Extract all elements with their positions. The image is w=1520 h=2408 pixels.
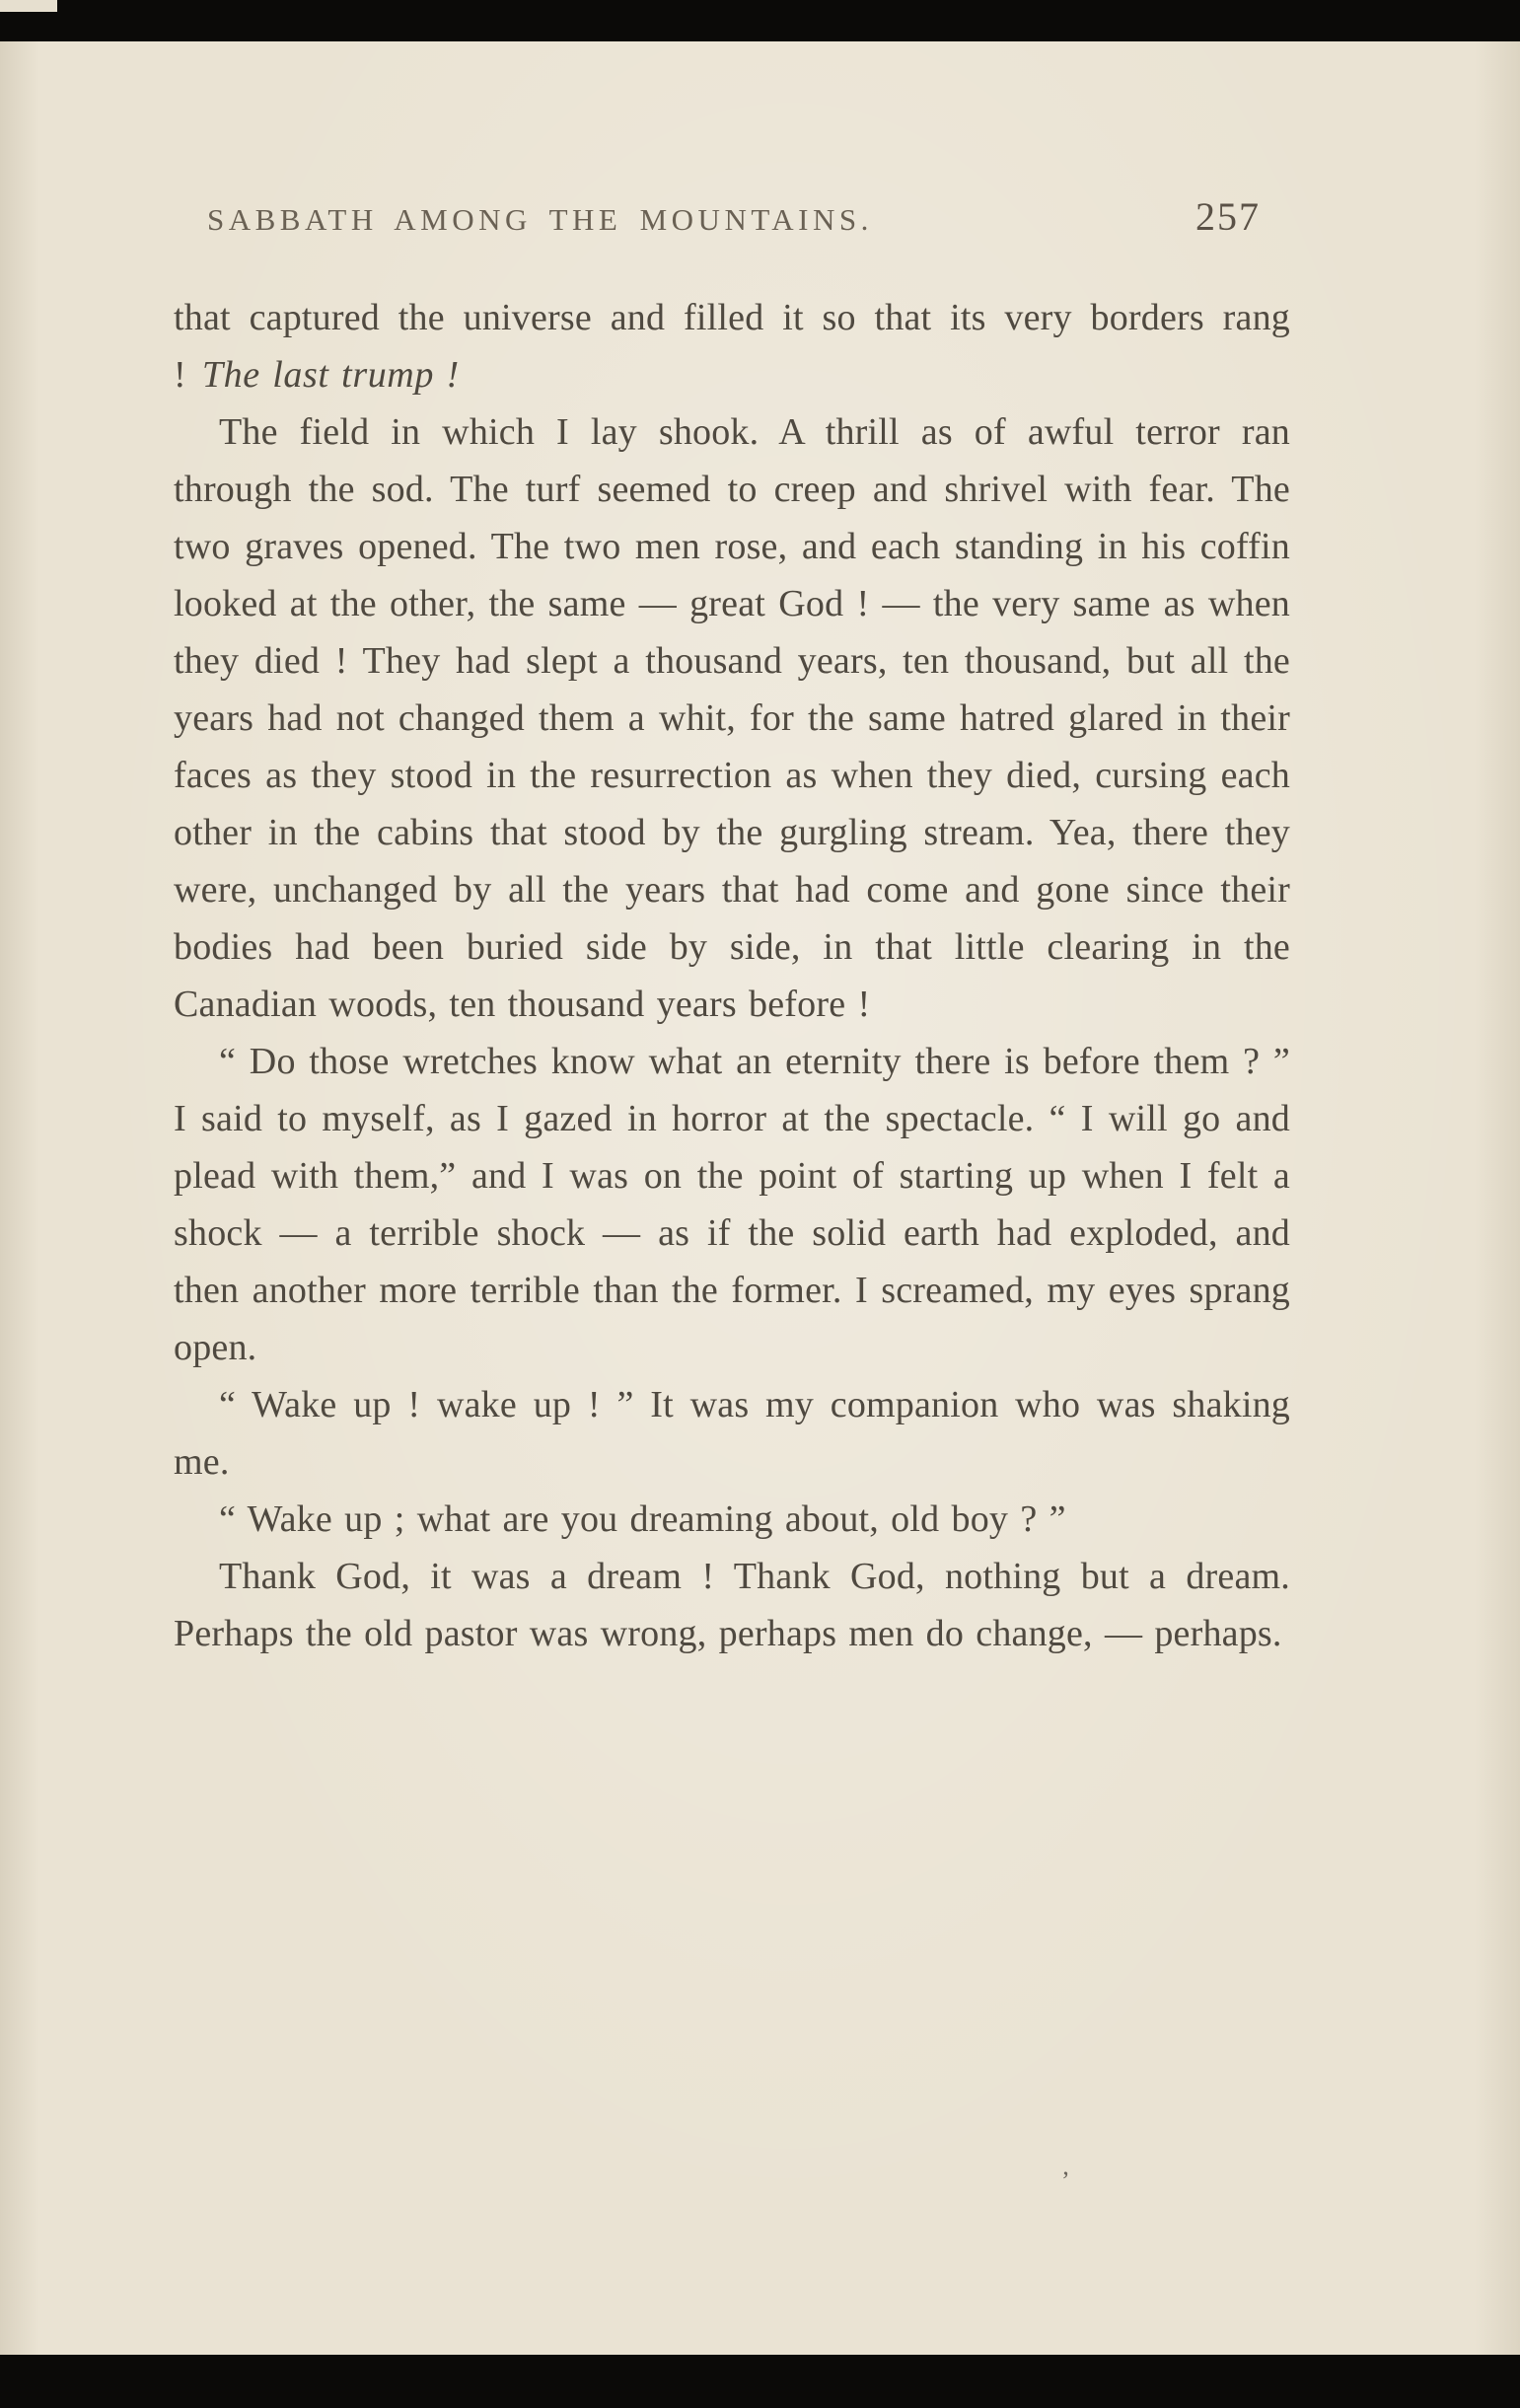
paragraph-dream-field: The field in which I lay shook. A thrill as of awful terror ran through the sod. The turf seemed to creep and shrivel with fear. The two graves opened. The two men rose, and each standing in his coffin looked at the other, the same — great God ! — the very same as when they died ! They had slept a thousand years, ten thousand, but all the years had not changed them a whit, for the same hatred glared in their faces as they stood in the resurrection as when they died, cursing each other in the cabins that stood by the gurgling stream. Yea, there they were, unchanged by all the years that had come and gone since their bodies had been buried side by side, in that little clearing in the Canadian woods, ten thousand years before ! <box>174 411 1290 1025</box>
paragraph-wake-up-question: “ Wake up ; what are you dreaming about, old boy ? ” <box>219 1498 1066 1540</box>
running-header-title: SABBATH AMONG THE MOUNTAINS. <box>207 202 873 237</box>
scan-speck: ’ <box>1061 2166 1070 2195</box>
paragraph-wake-up: “ Wake up ! wake up ! ” It was my companion who was shaking me. <box>174 1384 1290 1483</box>
scan-edge-bottom <box>0 2355 1520 2408</box>
paragraph-continued <box>174 289 1290 403</box>
body-text <box>174 289 1290 1662</box>
paragraph-italic-phrase: The last trump ! <box>201 354 460 396</box>
scan-edge-notch <box>0 0 57 12</box>
page-number: 257 <box>1195 194 1261 239</box>
paragraph-wretches: “ Do those wretches know what an eternity there is before them ? ” I said to myself, as I gazed in horror at the spectacle. “ I will go and plead with them,” and I was on the point of starting up when I felt a shock — a terrible shock — as if the solid earth had exploded, and then another more terrible than the former. I screamed, my eyes sprang open. <box>174 1041 1290 1368</box>
running-head <box>207 193 1282 240</box>
paragraph-thank-god: Thank God, it was a dream ! Thank God, nothing but a dream. Perhaps the old pastor was wrong, perhaps men do change, — perhaps. <box>174 1556 1290 1654</box>
scan-edge-top <box>0 0 1520 41</box>
paragraph-continued-text: that captured the universe and filled it so that its very borders rang ! <box>174 297 1290 396</box>
text-block <box>174 0 1290 1662</box>
